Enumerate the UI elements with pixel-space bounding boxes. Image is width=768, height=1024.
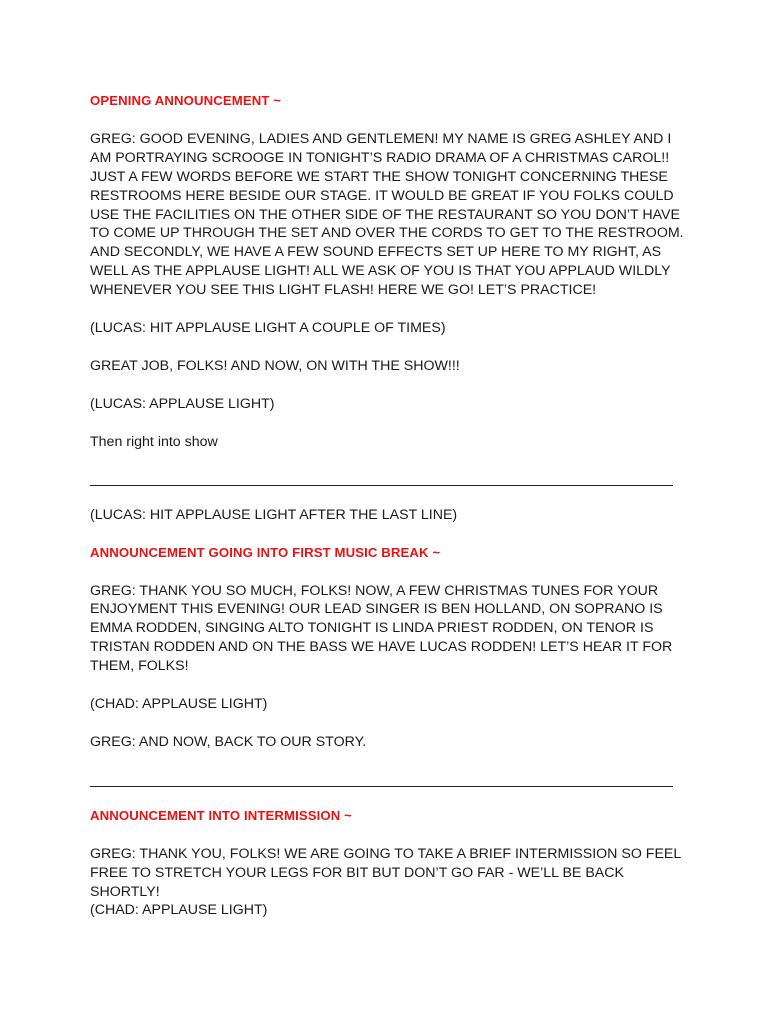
script-body	[90, 92, 690, 920]
intermission-greg-paragraph: GREG: THANK YOU, FOLKS! WE ARE GOING TO TAKE A BRIEF INTERMISSION SO FEEL FREE TO STRETCH YOUR LEGS FOR BIT BUT DON’T GO FAR - WE’LL BE BACK SHORTLY!	[90, 845, 681, 900]
back-to-story-line: GREG: AND NOW, BACK TO OUR STORY.	[90, 733, 367, 750]
chad-applause-cue-2: (CHAD: APPLAUSE LIGHT)	[90, 902, 268, 919]
great-job-line: GREAT JOB, FOLKS! AND NOW, ON WITH THE SHOW!!!	[90, 357, 460, 374]
then-right-into-show: Then right into show	[90, 433, 218, 450]
chad-applause-cue-1: (CHAD: APPLAUSE LIGHT)	[90, 696, 268, 713]
opening-announcement-heading: OPENING ANNOUNCEMENT ~	[90, 93, 282, 108]
section-divider-2	[90, 786, 673, 787]
lucas-last-line-cue: (LUCAS: HIT APPLAUSE LIGHT AFTER THE LAST LINE)	[90, 506, 458, 523]
intermission-heading: ANNOUNCEMENT INTO INTERMISSION ~	[90, 807, 352, 823]
section-divider-1	[90, 485, 673, 486]
music-break-greg-paragraph: GREG: THANK YOU SO MUCH, FOLKS! NOW, A FEW CHRISTMAS TUNES FOR YOUR ENJOYMENT THIS EVENING! OUR LEAD SINGER IS BEN HOLLAND, ON SOPRANO IS EMMA RODDEN, SINGING ALTO TONIGHT IS LINDA PRIEST RODDEN, ON TENOR IS TRISTAN RODDEN AND ON THE BASS WE HAVE LUCAS RODDEN! LET’S HEAR IT FOR THEM, FOLKS!	[90, 582, 673, 675]
lucas-applause-cue: (LUCAS: APPLAUSE LIGHT)	[90, 395, 275, 412]
lucas-practice-cue: (LUCAS: HIT APPLAUSE LIGHT A COUPLE OF TIMES)	[90, 320, 446, 337]
opening-greg-paragraph: GREG: GOOD EVENING, LADIES AND GENTLEMEN! MY NAME IS GREG ASHLEY AND I AM PORTRAYING SCROOGE IN TONIGHT’S RADIO DRAMA OF A CHRISTMAS CAROL!! JUST A FEW WORDS BEFORE WE START THE SHOW TONIGHT CONCERNING THESE RESTROOMS HERE BESIDE OUR STAGE. IT WOULD BE GREAT IF YOU FOLKS COULD USE THE FACILITIES ON THE OTHER SIDE OF THE RESTAURANT SO YOU DON’T HAVE TO COME UP THROUGH THE SET AND OVER THE CORDS TO GET TO THE RESTROOM. AND SECONDLY, WE HAVE A FEW SOUND EFFECTS SET UP HERE TO MY RIGHT, AS WELL AS THE APPLAUSE LIGHT! ALL WE ASK OF YOU IS THAT YOU APPLAUD WILDLY WHENEVER YOU SEE THIS LIGHT FLASH! HERE WE GO! LET’S PRACTICE!	[90, 130, 684, 299]
music-break-heading: ANNOUNCEMENT GOING INTO FIRST MUSIC BREAK ~	[90, 544, 441, 560]
